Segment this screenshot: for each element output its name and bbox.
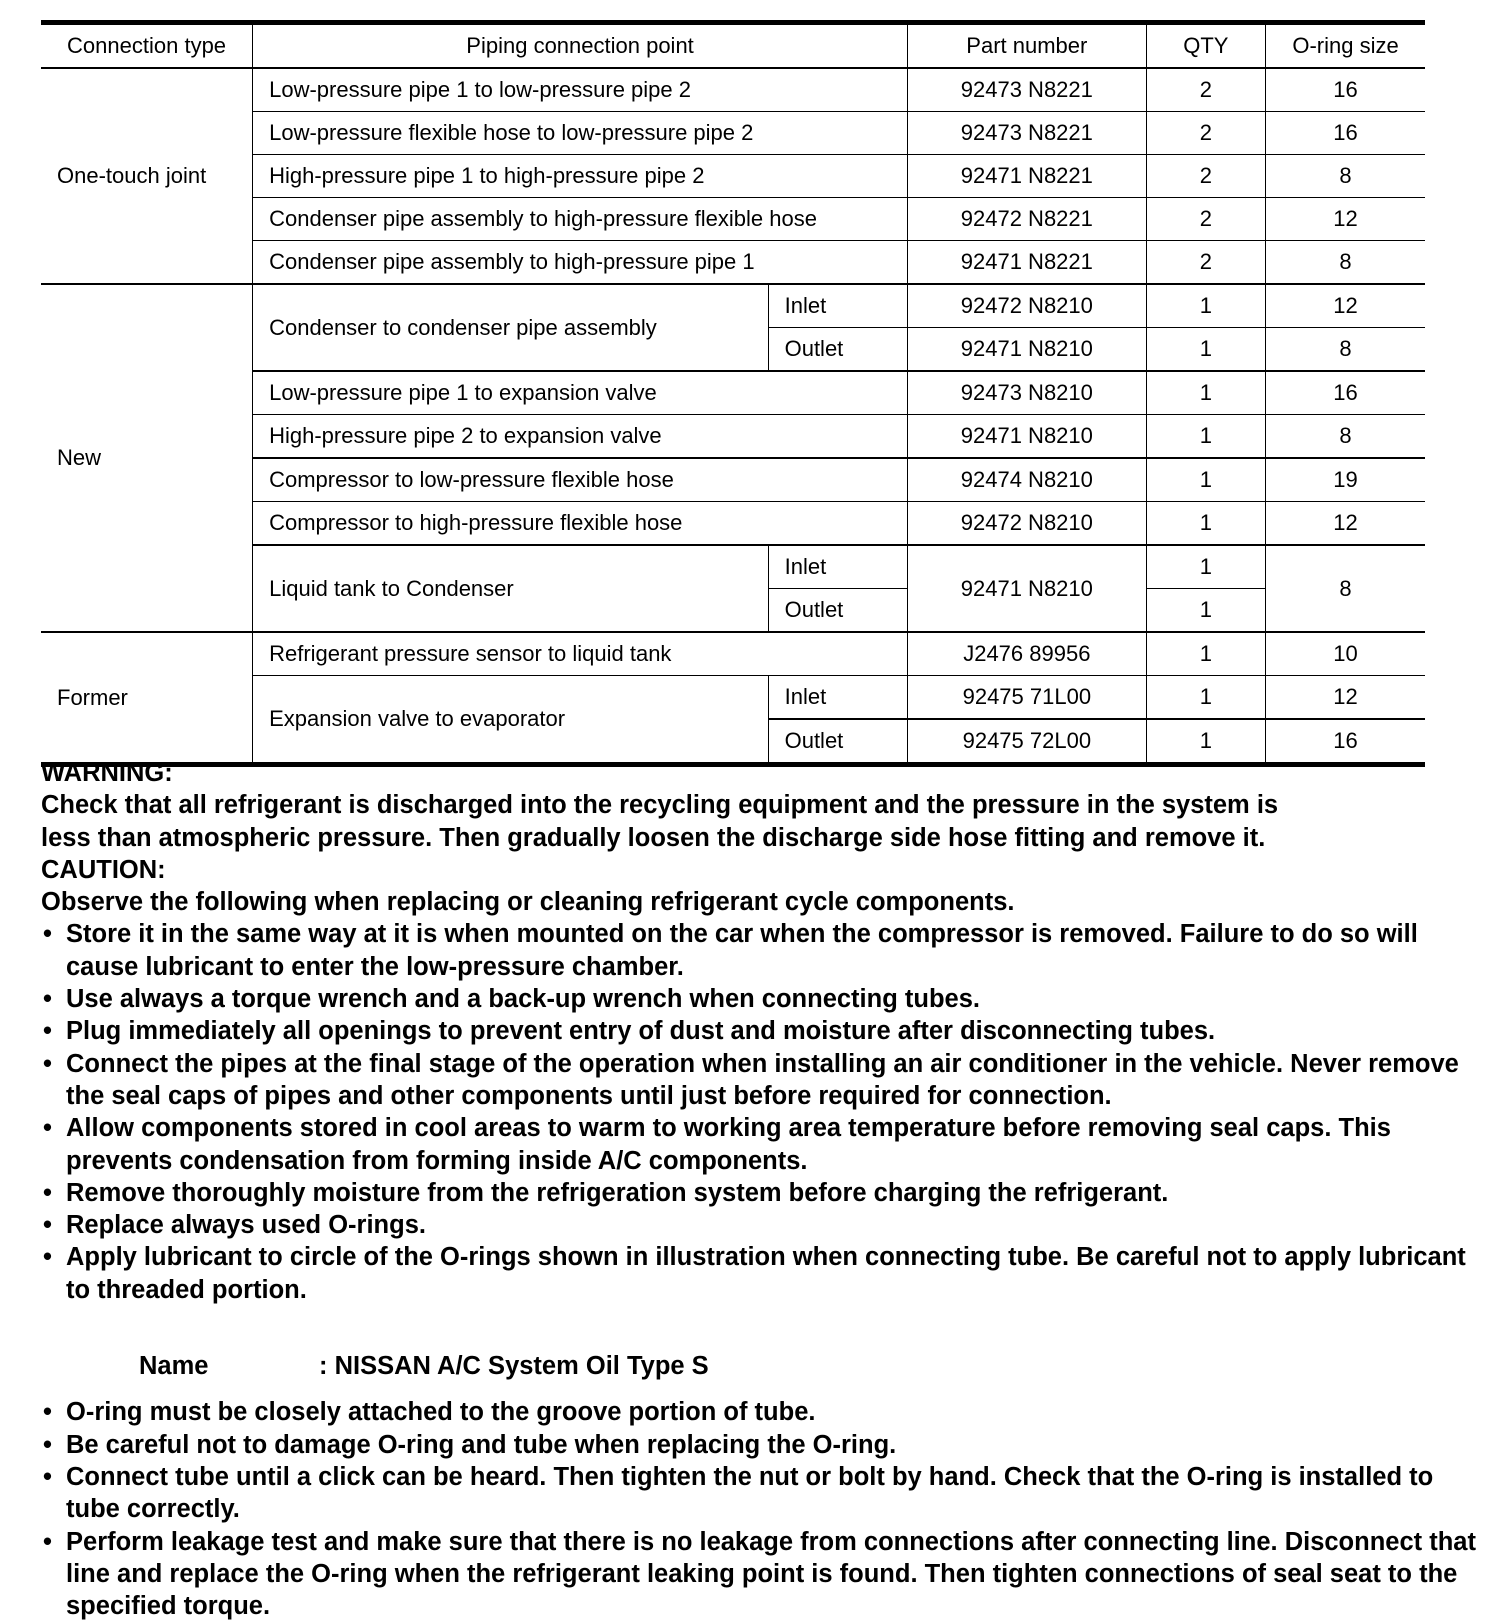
part-number-cell: 92472 N8210 xyxy=(907,502,1146,546)
part-number-cell: 92471 N8221 xyxy=(907,155,1146,198)
inlet-outlet-cell: Outlet xyxy=(768,589,907,633)
qty-cell: 2 xyxy=(1146,68,1265,112)
qty-cell: 2 xyxy=(1146,155,1265,198)
list-item: • Perform leakage test and make sure that there is no leakage from connections after connecting line. Disconnect that line and replace the O-ring when the refrigerant leaking point is found. Then tighten connections of seal seat to the specified torque. xyxy=(41,1526,1481,1623)
o-ring-size-cell: 12 xyxy=(1266,198,1425,241)
header-qty: QTY xyxy=(1146,23,1265,69)
piping-point-cell: Low-pressure flexible hose to low-pressure pipe 2 xyxy=(253,112,908,155)
piping-point-cell: Compressor to low-pressure flexible hose xyxy=(253,458,908,502)
piping-point-cell: Condenser pipe assembly to high-pressure flexible hose xyxy=(253,198,908,241)
caution-intro: Observe the following when replacing or cleaning refrigerant cycle components. xyxy=(41,888,1015,917)
qty-cell: 1 xyxy=(1146,719,1265,765)
piping-point-cell: Compressor to high-pressure flexible hose xyxy=(253,502,908,546)
list-item: • Remove thoroughly moisture from the refrigeration system before charging the refrigerant. xyxy=(41,1177,1481,1209)
piping-point-cell: Condenser to condenser pipe assembly xyxy=(253,284,768,371)
header-part-number: Part number xyxy=(907,23,1146,69)
list-item: • Connect the pipes at the final stage of the operation when installing an air conditioner in the vehicle. Never remove the seal caps of pipes and other components until just before required for connection. xyxy=(41,1048,1481,1113)
part-number-cell: 92475 71L00 xyxy=(907,676,1146,720)
piping-point-cell: Expansion valve to evaporator xyxy=(253,676,768,765)
list-item: • Store it in the same way at it is when mounted on the car when the compressor is removed. Failure to do so will cause lubricant to enter the low-pressure chamber. xyxy=(41,918,1481,983)
spacer xyxy=(41,1306,1481,1338)
part-number-cell: 92473 N8210 xyxy=(907,371,1146,415)
list-item: • Be careful not to damage O-ring and tube when replacing the O-ring. xyxy=(41,1429,1481,1461)
piping-point-cell: Liquid tank to Condenser xyxy=(253,545,768,632)
connection-type-cell: Former xyxy=(41,632,253,765)
o-ring-size-cell: 8 xyxy=(1266,155,1425,198)
table-row xyxy=(41,284,1425,328)
qty-cell: 1 xyxy=(1146,676,1265,720)
o-ring-size-cell: 8 xyxy=(1266,545,1425,632)
table-row xyxy=(41,68,1425,112)
qty-cell: 1 xyxy=(1146,458,1265,502)
piping-point-cell: High-pressure pipe 2 to expansion valve xyxy=(253,415,908,459)
part-number-cell: 92473 N8221 xyxy=(907,68,1146,112)
part-number-cell: J2476 89956 xyxy=(907,632,1146,676)
lubricant-name-label: Name xyxy=(139,1352,209,1381)
caution-list xyxy=(41,918,1481,1306)
warning-text-line-2: less than atmospheric pressure. Then gradually loosen the discharge side hose fitting and remove it. xyxy=(41,823,1266,852)
o-ring-size-cell: 12 xyxy=(1266,284,1425,328)
part-number-cell: 92471 N8210 xyxy=(907,545,1146,632)
o-ring-size-cell: 16 xyxy=(1266,112,1425,155)
list-item: • Plug immediately all openings to prevent entry of dust and moisture after disconnecting tubes. xyxy=(41,1015,1481,1047)
qty-cell: 1 xyxy=(1146,371,1265,415)
list-item: • Allow components stored in cool areas to warm to working area temperature before removing seal caps. This prevents condensation from forming inside A/C components. xyxy=(41,1112,1481,1177)
part-number-cell: 92471 N8210 xyxy=(907,415,1146,459)
inlet-outlet-cell: Outlet xyxy=(768,719,907,765)
inlet-outlet-cell: Inlet xyxy=(768,545,907,589)
connection-type-cell: One-touch joint xyxy=(41,68,253,284)
piping-point-cell: Low-pressure pipe 1 to expansion valve xyxy=(253,371,908,415)
list-item: • Apply lubricant to circle of the O-rings shown in illustration when connecting tube. Be careful not to apply lubricant to threaded portion. xyxy=(41,1241,1481,1306)
qty-cell: 1 xyxy=(1146,632,1265,676)
qty-cell: 1 xyxy=(1146,502,1265,546)
piping-point-cell: Low-pressure pipe 1 to low-pressure pipe 2 xyxy=(253,68,908,112)
qty-cell: 2 xyxy=(1146,241,1265,285)
connection-type-cell: New xyxy=(41,284,253,632)
part-number-cell: 92475 72L00 xyxy=(907,719,1146,765)
warning-heading: WARNING: xyxy=(41,759,173,787)
o-ring-list xyxy=(41,1396,1481,1622)
list-item: • O-ring must be closely attached to the groove portion of tube. xyxy=(41,1396,1481,1428)
o-ring-size-cell: 19 xyxy=(1266,458,1425,502)
table-row xyxy=(41,632,1425,676)
part-number-cell: 92472 N8210 xyxy=(907,284,1146,328)
lubricant-name-value: : NISSAN A/C System Oil Type S xyxy=(319,1352,709,1381)
o-ring-table xyxy=(41,20,1425,767)
qty-cell: 1 xyxy=(1146,415,1265,459)
inlet-outlet-cell: Outlet xyxy=(768,328,907,372)
notes-section xyxy=(41,757,1481,1622)
header-o-ring-size: O-ring size xyxy=(1266,23,1425,69)
qty-cell: 1 xyxy=(1146,545,1265,589)
qty-cell: 1 xyxy=(1146,589,1265,633)
o-ring-size-cell: 16 xyxy=(1266,68,1425,112)
warning-text-line-1: Check that all refrigerant is discharged into the recycling equipment and the pressure in the system is xyxy=(41,791,1279,820)
o-ring-size-cell: 16 xyxy=(1266,719,1425,765)
table-header-row xyxy=(41,23,1425,69)
inlet-outlet-cell: Inlet xyxy=(768,676,907,720)
o-ring-table-container xyxy=(41,20,1425,767)
piping-point-cell: Refrigerant pressure sensor to liquid tank xyxy=(253,632,908,676)
list-item: • Connect tube until a click can be heard. Then tighten the nut or bolt by hand. Check that the O-ring is installed to tube correctly. xyxy=(41,1461,1481,1526)
list-item: • Use always a torque wrench and a back-up wrench when connecting tubes. xyxy=(41,983,1481,1015)
o-ring-size-cell: 8 xyxy=(1266,328,1425,372)
part-number-cell: 92473 N8221 xyxy=(907,112,1146,155)
part-number-cell: 92472 N8221 xyxy=(907,198,1146,241)
qty-cell: 2 xyxy=(1146,112,1265,155)
inlet-outlet-cell: Inlet xyxy=(768,284,907,328)
list-item: • Replace always used O-rings. xyxy=(41,1209,1481,1241)
o-ring-size-cell: 10 xyxy=(1266,632,1425,676)
o-ring-size-cell: 16 xyxy=(1266,371,1425,415)
qty-cell: 1 xyxy=(1146,328,1265,372)
part-number-cell: 92474 N8210 xyxy=(907,458,1146,502)
qty-cell: 2 xyxy=(1146,198,1265,241)
part-number-cell: 92471 N8221 xyxy=(907,241,1146,285)
header-piping-connection-point: Piping connection point xyxy=(253,23,908,69)
piping-point-cell: Condenser pipe assembly to high-pressure pipe 1 xyxy=(253,241,908,285)
header-connection-type: Connection type xyxy=(41,23,253,69)
o-ring-size-cell: 8 xyxy=(1266,415,1425,459)
lubricant-name-row xyxy=(41,1350,1481,1382)
part-number-cell: 92471 N8210 xyxy=(907,328,1146,372)
piping-point-cell: High-pressure pipe 1 to high-pressure pipe 2 xyxy=(253,155,908,198)
o-ring-size-cell: 12 xyxy=(1266,502,1425,546)
qty-cell: 1 xyxy=(1146,284,1265,328)
o-ring-size-cell: 12 xyxy=(1266,676,1425,720)
caution-heading: CAUTION: xyxy=(41,855,166,884)
o-ring-size-cell: 8 xyxy=(1266,241,1425,285)
